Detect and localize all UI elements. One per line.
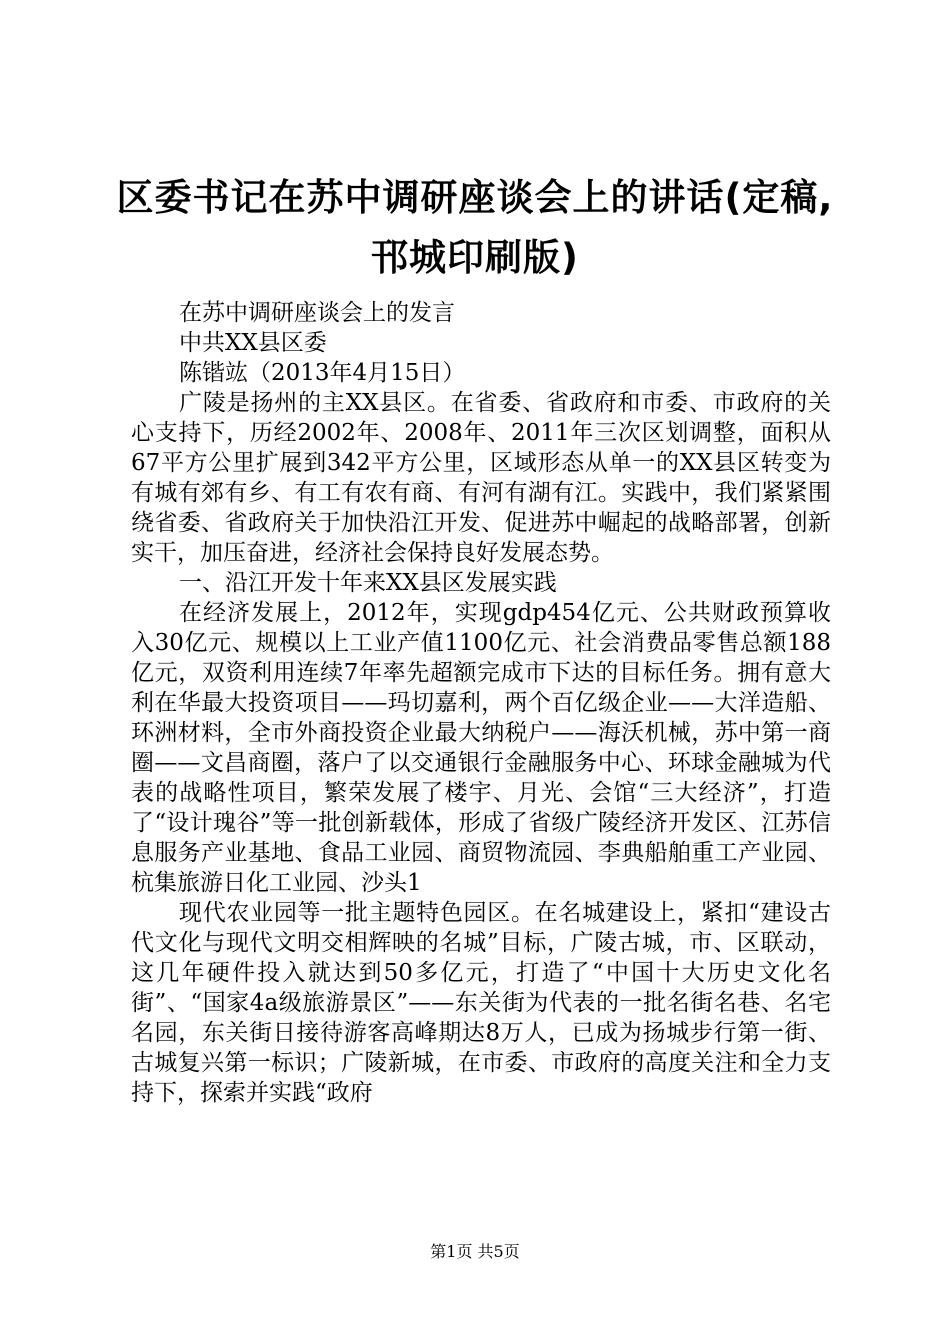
paragraph: 现代农业园等一批主题特色园区。在名城建设上，紧扣“建设古代文化与现代文明交相辉映的名城”目标，广陵古城，市、区联动，这几年硬件投入就达到50多亿元，打造了“中国十大历史文化名街”、“国家4a级旅游景区”——东关街为代表的一批名街名巷、名宅名园，东关街日接待游客高峰期达8万人，已成为扬城步行第一街、古城复兴第一标识；广陵新城，在市委、市政府的高度关注和全力支持下，探索并实践“政府 [131, 900, 831, 1106]
section-heading: 一、沿江开发十年来XX县区发展实践 [179, 570, 557, 596]
paragraph: 在经济发展上，2012年，实现gdp454亿元、公共财政预算收入30亿元、规模以上工业产值1100亿元、社会消费品零售总额188亿元，双资利用连续7年率先超额完成市下达的目标任务。拥有意大利在华最大投资项目——玛切嘉利，两个百亿级企业——大洋造船、环洲材料，全市外商投资企业最大纳税户——海沃机械，苏中第一商圈——文昌商圈，落户了以交通银行金融服务中心、环球金融城为代表的战略性项目，繁荣发展了楼宇、月光、会馆“三大经济”，打造了“设计瑰谷”等一批创新载体，形成了省级广陵经济开发区、江苏信息服务产业基地、食品工业园、商贸物流园、李典船舶重工产业园、杭集旅游日化工业园、沙头1 [131, 600, 831, 896]
speech-subtitle: 在苏中调研座谈会上的发言 [179, 300, 455, 326]
page-footer: 第1页 共5页 [430, 1242, 520, 1261]
organization-line: 中共XX县区委 [179, 330, 327, 356]
paragraph: 广陵是扬州的主XX县区。在省委、省政府和市委、市政府的关心支持下，历经2002年、2008年、2011年三次区划调整，面积从67平方公里扩展到342平方公里，区域形态从单一的XX县区转变为有城有郊有乡、有工有农有商、有河有湖有江。实践中，我们紧紧围绕省委、省政府关于加快沿江开发、促进苏中崛起的战略部署，创新实干，加压奋进，经济社会保持良好发展态势。 [131, 390, 831, 566]
author-date-line: 陈锴竑（2013年4月15日） [179, 360, 466, 386]
document-body [131, 298, 831, 1108]
document-title: 区委书记在苏中调研座谈会上的讲话(定稿,邗城印刷版) [116, 176, 834, 279]
